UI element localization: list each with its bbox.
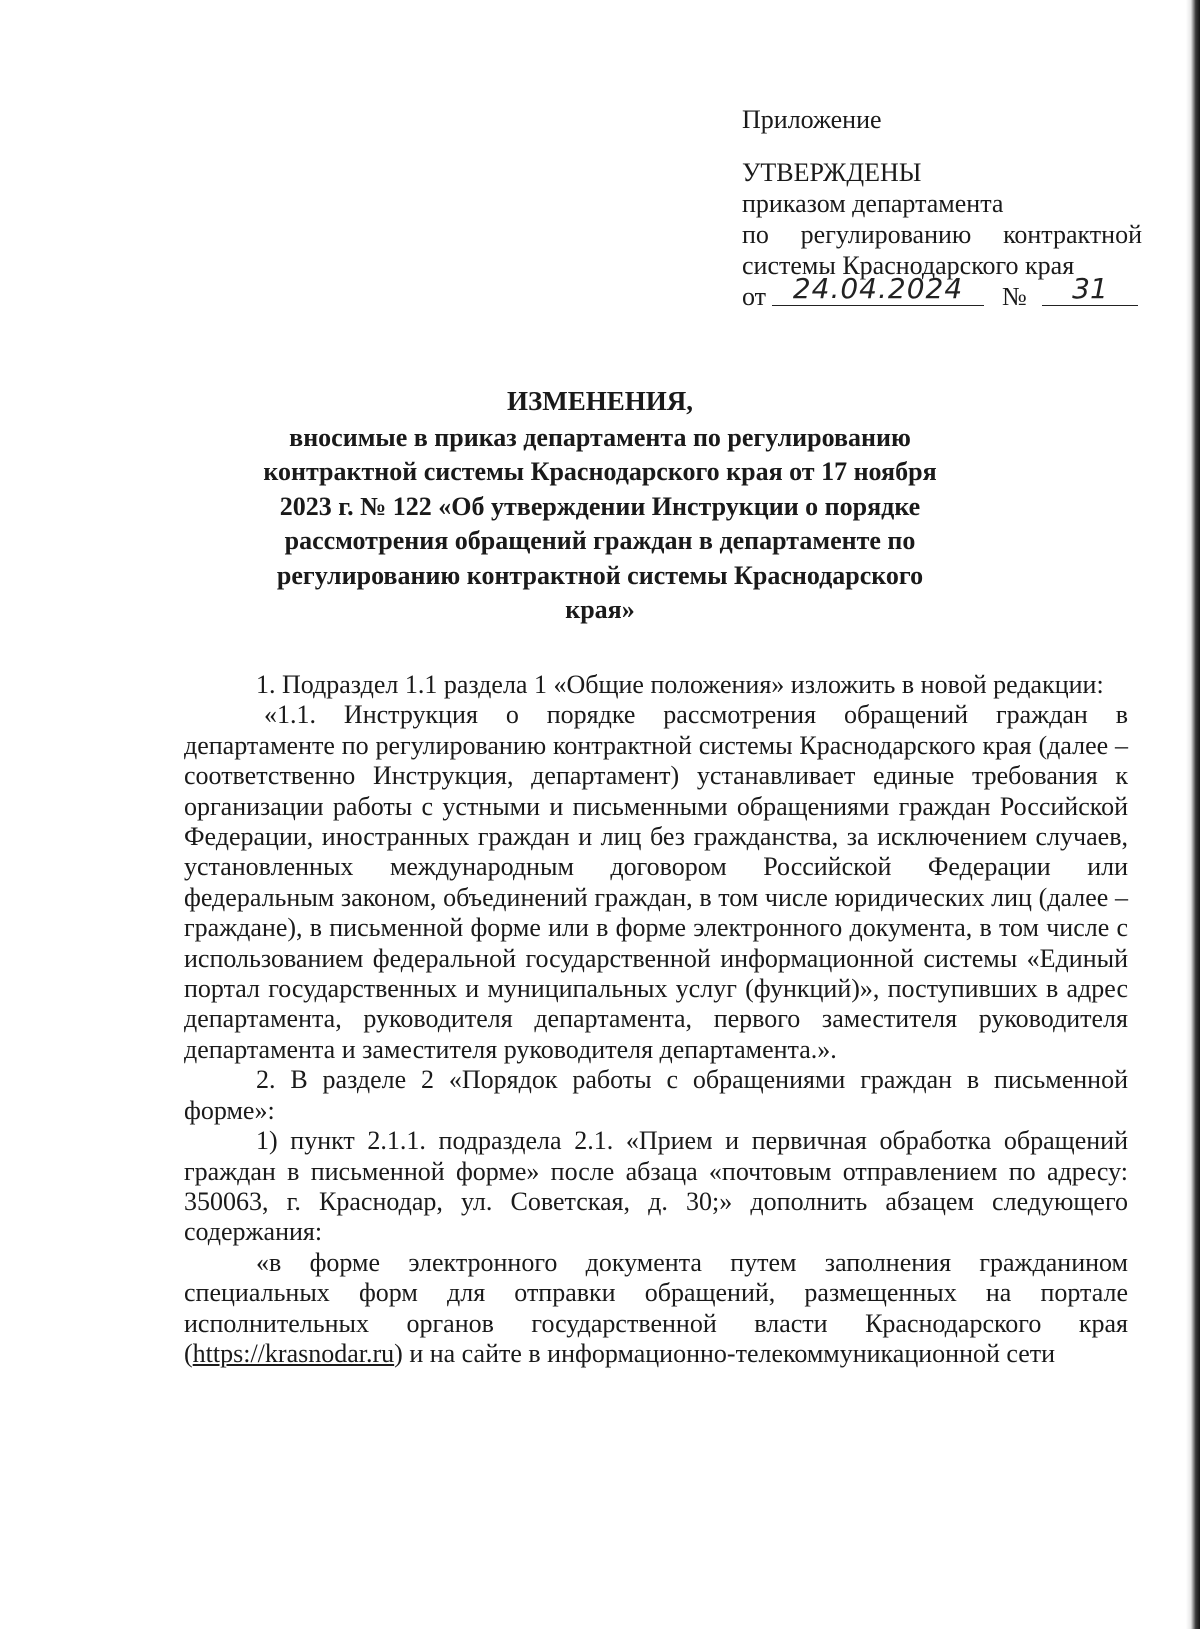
- paragraph-text-end: ) и на сайте в информационно-телекоммуникационной сети: [394, 1338, 1056, 1368]
- paragraph-2: 2. В разделе 2 «Порядок работы с обращениями граждан в письменной форме»:: [184, 1065, 1128, 1125]
- document-body: [184, 670, 1128, 1369]
- title-line: края»: [565, 595, 635, 624]
- approval-line: системы Краснодарского края: [742, 251, 1075, 280]
- handwritten-date: 24.04.2024: [772, 273, 984, 306]
- paragraph-2-1: 1) пункт 2.1.1. подраздела 2.1. «Прием и первичная обработка обращений граждан в письменной форме» после абзаца «почтовым отправлением по адресу: 350063, г. Краснодар, ул. Советская, д. 30;» дополнить абзацем следующего содержания:: [184, 1126, 1128, 1247]
- title-line: рассмотрения обращений граждан в департаменте по: [284, 526, 916, 555]
- approval-line: по регулированию контрактной: [742, 220, 1142, 249]
- scan-edge-shadow: [1186, 0, 1200, 1629]
- approval-block: [742, 104, 1142, 315]
- title-line: контрактной системы Краснодарского края от 17 ноября: [263, 457, 937, 486]
- date-number-row: [742, 272, 1142, 315]
- approved-label: УТВЕРЖДЕНЫ: [742, 158, 922, 187]
- title-line: регулированию контрактной системы Краснодарского: [276, 560, 924, 590]
- title-line: 2023 г. № 122 «Об утверждении Инструкции о порядке: [279, 491, 921, 521]
- title-main: ИЗМЕНЕНИЯ,: [506, 386, 693, 416]
- paragraph-1: 1. Подраздел 1.1 раздела 1 «Общие положения» изложить в новой редакции:: [256, 670, 1104, 699]
- date-prefix: от: [742, 282, 767, 311]
- document-title: [180, 384, 1020, 628]
- title-line: вносимые в приказ департамента по регулированию: [289, 422, 911, 452]
- krasnodar-portal-link[interactable]: https://krasnodar.ru: [192, 1338, 395, 1368]
- appendix-label: Приложение: [742, 105, 882, 134]
- paragraph-1-1: «1.1. Инструкция о порядке рассмотрения обращений граждан в департаменте по регулированию контрактной системы Краснодарского края (далее – соответственно Инструкция, департамент) устанавливает единые требования к организации работы с устными и письменными обращениями граждан Российской Федерации, иностранных граждан и лиц без гражданства, за исключением случаев, установленных международным договором Российской Федерации или федеральным законом, объединений граждан, в том числе юридических лиц (далее – граждане), в письменной форме или в форме электронного документа, в том числе с использованием федеральной государственной информационной системы «Единый портал государственных и муниципальных услуг (функций)», поступивших в адрес департамента, руководителя департамента, первого заместителя руководителя департамента и заместителя руководителя департамента.».: [184, 700, 1128, 1064]
- handwritten-number: 31: [1042, 273, 1138, 306]
- number-sign: №: [1002, 282, 1027, 311]
- paragraph-text-start: «в форме электронного документа путем заполнения гражданином специальных форм для отправки обращений, размещенных на портале исполнительных органов государственной власти Краснодарского края (: [184, 1247, 1128, 1368]
- approval-line: приказом департамента: [742, 189, 1004, 218]
- paragraph-2-1-addition: [184, 1248, 1128, 1370]
